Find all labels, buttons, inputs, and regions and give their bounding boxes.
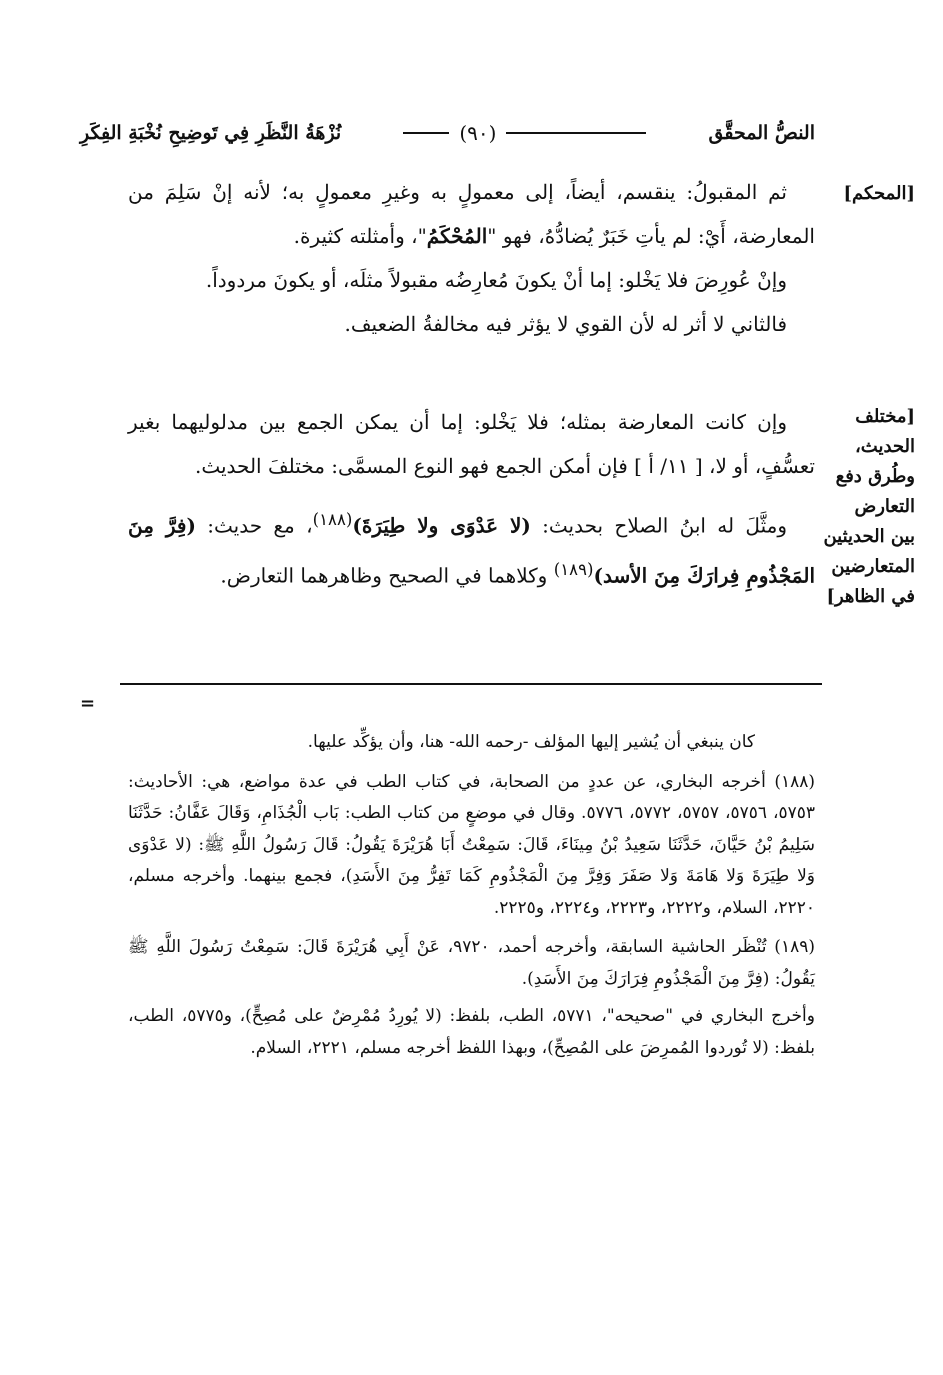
paragraph-muarada: وإنْ عُورِضَ فلا يَخْلو: إما أنْ يكونَ مُعارِضُه مقبولاً مثلَه، أو يكونَ مردوداً.	[205, 268, 787, 292]
continuation-marker: =	[80, 693, 96, 714]
footnote-number: (١٨٩)	[774, 937, 815, 957]
section-label: النصُّ المحقَّق	[708, 122, 815, 144]
footnote-189: (١٨٩) تُنْظَر الحاشية السابقة، وأخرجه أحمد، ٩٧٢٠، عَنْ أَبِي هُرَيْرَةَ قَالَ: سَمِعْتُ رَسُولَ اللَّهِ ﷺ يَقُولُ: (فِرَّ مِنَ الْمَجْذُومِ فِرَارَكَ مِنَ الأَسَدِ).	[128, 937, 815, 989]
paragraph-daif: فالثاني لا أثر له لأن القوي لا يؤثر فيه مخالفةُ الضعيف.	[344, 312, 787, 336]
footnotes	[128, 727, 815, 1064]
margin-heading-line: الحديث،	[854, 436, 915, 457]
paragraph-muhkam: ثم المقبولُ: ينقسم، أيضاً، إلى معمولٍ به وغيرِ معمولٍ به؛ لأنه إنْ سَلِمَ من المعارضة، أَيْ: لم يأتِ خَبَرٌ يُضادُّهُ، فهو "المُحْكَمُ"، وأمثلته كثيرة.	[128, 180, 815, 248]
running-header	[80, 116, 815, 150]
footnote-ref-189[interactable]: (١٨٩)	[553, 559, 594, 579]
main-text	[128, 170, 815, 346]
margin-heading-line: بين الحديثين	[823, 526, 915, 547]
page-number-group	[403, 121, 646, 145]
paragraph-example: ومثَّلَ له ابنُ الصلاح بحديث: (لا عَدْوَى ولا طِيَرَةَ)$^{(١٨٨)}$، مع حديث: (فِرَّ مِنَ المَجْذُومِ فِرارَكَ مِنَ الأسد)$^{(١٨٩)}$ وكلاهما في الصحيح وظاهرهما التعارض.	[128, 510, 815, 588]
term-muhkam: المُحْكَمُ	[426, 224, 488, 248]
main-text-2	[128, 400, 815, 597]
header-rule	[403, 132, 449, 134]
margin-heading-line: في الظاهر]	[826, 586, 915, 607]
hadith-la-adwa: (لا عَدْوَى ولا طِيَرَةَ)	[352, 513, 531, 538]
margin-heading-mukhtalif	[820, 402, 915, 612]
footnote-ref-188[interactable]: (١٨٨)	[312, 510, 353, 529]
margin-heading-text: [المحكم]	[843, 183, 915, 204]
page-number: (٩٠)	[459, 121, 497, 145]
margin-heading-line: المتعارضين	[831, 556, 915, 577]
footnote-189-continued: وأخرج البخاري في "صحيحه"، ٥٧٧١، الطب، بلفظ: (لا يُورِدُ مُمْرِضٌ على مُصِحٍّ)، و٥٧٧٥، الطب، بلفظ: (لا تُوردوا المُمرِضَ على المُصِحِّ)، وبهذا اللفظ أخرجه مسلم، ٢٢٢١، السلام.	[128, 1006, 815, 1058]
book-title: نُزْهَةُ النَّظَرِ فِي تَوضِيحِ نُخْبَةِ الفِكَرِ	[80, 122, 342, 144]
header-rule	[506, 132, 646, 134]
margin-heading-muhkam	[820, 178, 915, 210]
footnote-188: (١٨٨) أخرجه البخاري، عن عددٍ من الصحابة، في كتاب الطب في عدة مواضع، هي: الأحاديث: ٥٧٥٣، ٥٧٥٦، ٥٧٥٧، ٥٧٧٢، ٥٧٧٦. وقال في موضعٍ من كتاب الطب: بَاب الْجُذَامِ، وَقَالَ عَفَّانُ: حَدَّثَنَا سَلِيمُ بْنُ حَيَّانَ، حَدَّثَنَا سَعِيدُ بْنُ مِينَاءَ، قَالَ: سَمِعْتُ أَبَا هُرَيْرَةَ يَقُولُ: قَالَ رَسُولُ اللَّهِ ﷺ: (لا عَدْوَى وَلا طِيَرَةَ وَلا هَامَةَ وَلا صَفَرَ وَفِرَّ مِنَ الْمَجْذُومِ كَمَا تَفِرُّ مِنَ الأَسَدِ)، فجمع بينهما. وأخرجه مسلم، ٢٢٢٠، السلام، و٢٢٢٢، و٢٢٢٣، و٢٢٢٤، و٢٢٢٥.	[128, 771, 816, 918]
footnote-continued: كان ينبغي أن يُشير إليها المؤلف -رحمه الله- هنا، وأن يؤكِّد عليها.	[307, 732, 755, 752]
footnote-separator	[120, 683, 822, 685]
margin-heading-line: التعارض	[854, 496, 915, 517]
paragraph-mukhtalif: وإن كانت المعارضة بمثله؛ فلا يَخْلو: إما أن يمكن الجمع بين مدلوليهما بغير تعسُّفٍ، أو لا، [ ١١/ أ ] فإن أمكن الجمع فهو النوع المسمَّى: مختلفَ الحديث.	[128, 410, 815, 478]
hadith-firra: (فِرَّ مِنَ المَجْذُومِ فِرارَكَ مِنَ الأسد)	[128, 513, 815, 588]
margin-heading-line: [مختلف	[855, 406, 915, 427]
margin-heading-line: وطُرق دفع	[835, 466, 915, 487]
footnote-number: (١٨٨)	[774, 771, 815, 792]
